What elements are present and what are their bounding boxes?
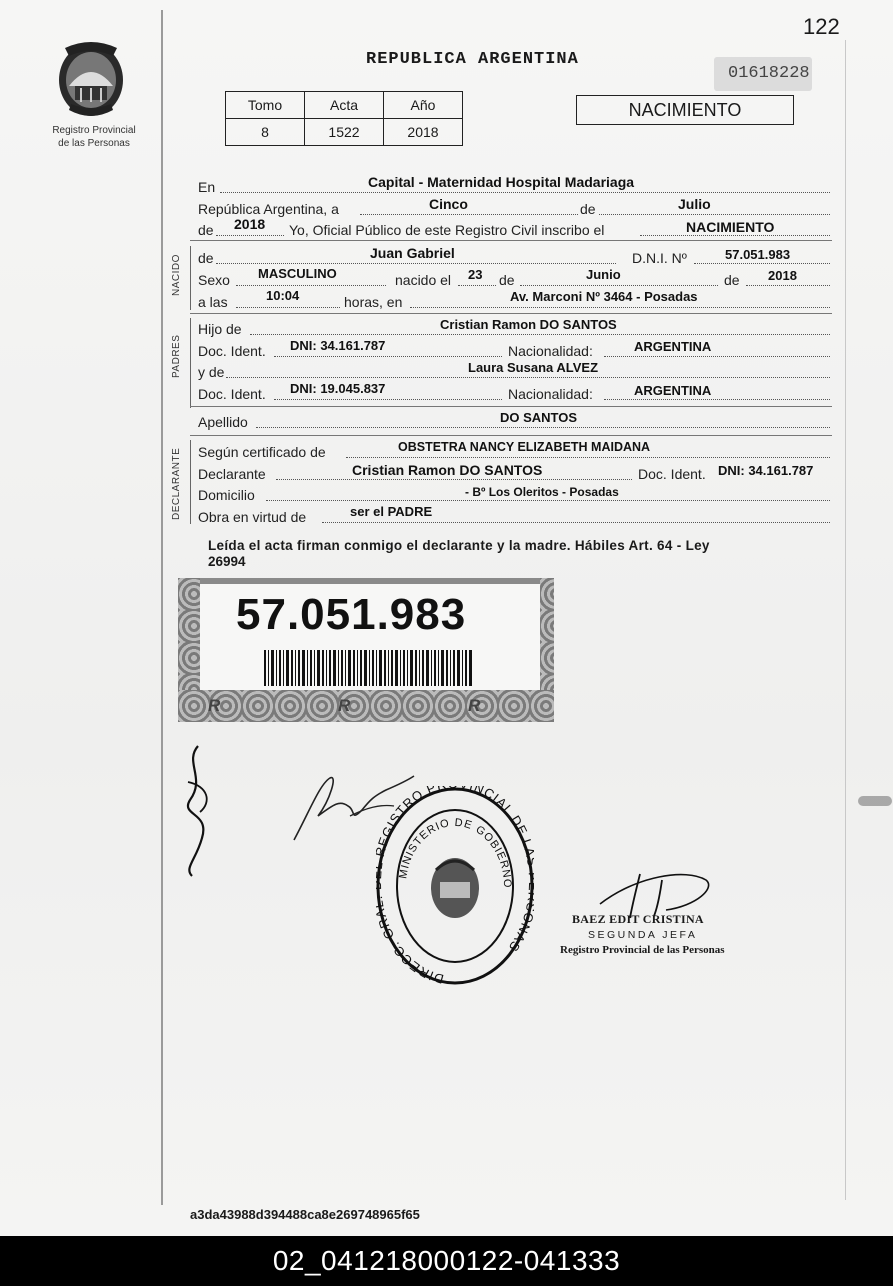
y-de-label: y de xyxy=(198,364,225,380)
sticker-pattern-right xyxy=(540,578,554,690)
sticker-letter-1: R xyxy=(208,696,221,715)
father-nat-label: Nacionalidad: xyxy=(508,343,593,359)
official-stamp-seal xyxy=(376,786,534,986)
document-title: REPUBLICA ARGENTINA xyxy=(366,50,579,69)
nacido-de3-label: de xyxy=(724,272,740,288)
ref-value-acta: 1522 xyxy=(305,119,384,146)
signatory-role: SEGUNDA JEFA xyxy=(588,929,698,941)
record-type: NACIMIENTO xyxy=(628,100,742,120)
obra-label: Obra en virtud de xyxy=(198,509,307,525)
official-stamp xyxy=(376,786,534,986)
signatory-name: BAEZ EDIT CRISTINA xyxy=(572,912,704,926)
birth-place: Av. Marconi Nº 3464 - Posadas xyxy=(510,289,698,304)
father-doc: DNI: 34.161.787 xyxy=(290,338,386,353)
hijo-de-label: Hijo de xyxy=(198,321,242,337)
birth-day: 23 xyxy=(468,267,483,282)
declarante-label: Declarante xyxy=(198,466,266,482)
logo-caption-1: Registro Provincial xyxy=(52,125,136,136)
month-value: Julio xyxy=(678,196,711,212)
inscribo-value: NACIMIENTO xyxy=(686,219,775,235)
segun-value: OBSTETRA NANCY ELIZABETH MAIDANA xyxy=(398,440,651,454)
ref-header-acta: Acta xyxy=(305,92,384,119)
margin-line-left xyxy=(161,10,163,1205)
declarante-doc: DNI: 34.161.787 xyxy=(718,463,814,478)
en-label: En xyxy=(198,179,216,195)
obra-value: ser el PADRE xyxy=(350,504,433,519)
ref-value-tomo: 8 xyxy=(226,119,305,146)
document-hash: a3da43988d394488ca8e269748965f65 xyxy=(190,1207,420,1222)
de2-label: de xyxy=(198,222,214,238)
sticker-panel xyxy=(200,584,540,690)
sticker-pattern-left xyxy=(178,578,200,690)
birth-time: 10:04 xyxy=(266,288,300,303)
domicilio-label: Domicilio xyxy=(198,487,255,503)
oficial-text: Yo, Oficial Público de este Registro Civil inscribo el xyxy=(289,222,605,238)
father-nationality: ARGENTINA xyxy=(634,339,712,354)
section-padres: PADRES xyxy=(171,334,182,378)
sticker-letter-2: R xyxy=(338,696,351,715)
legal-note-line2: 26994 xyxy=(208,554,246,569)
child-name: Juan Gabriel xyxy=(370,245,455,261)
dni-sticker xyxy=(178,578,554,722)
horas-label: horas, en xyxy=(344,294,403,310)
sexo-label: Sexo xyxy=(198,272,230,288)
dni-label: D.N.I. Nº xyxy=(632,250,687,266)
stamp-inner-text: MINISTERIO DE GOBIERNO xyxy=(397,816,514,889)
apellido-value: DO SANTOS xyxy=(500,410,578,425)
signatory-office: Registro Provincial de las Personas xyxy=(560,944,725,956)
ink-smudge xyxy=(858,796,892,806)
alas-label: a las xyxy=(198,294,228,310)
nacido-el-label: nacido el xyxy=(395,272,452,288)
margin-line-right xyxy=(845,40,846,1200)
mother-nationality: ARGENTINA xyxy=(634,383,712,398)
ref-header-anio: Año xyxy=(384,92,463,119)
mother-name: Laura Susana ALVEZ xyxy=(468,360,599,375)
mother-doc: DNI: 19.045.837 xyxy=(290,381,386,396)
birth-year: 2018 xyxy=(768,268,797,283)
ref-header-tomo: Tomo xyxy=(226,92,305,119)
nacido-de2-label: de xyxy=(499,272,515,288)
stamp-ring-text: DIRECC. GR EGISTRO P NCIAL DE NAS xyxy=(376,786,534,986)
declarante-doc-label: Doc. Ident. xyxy=(638,466,706,482)
record-type-box xyxy=(576,95,794,125)
sexo-value: MASCULINO xyxy=(258,266,337,281)
serial-number xyxy=(714,57,812,91)
segun-label: Según certificado de xyxy=(198,444,326,460)
sticker-pattern-row xyxy=(178,690,554,722)
province-logo xyxy=(55,38,127,120)
declarant-signature xyxy=(178,742,218,882)
mother-doc-label: Doc. Ident. xyxy=(198,386,266,402)
legal-note-line1: Leída el acta firman conmigo el declarante y la madre. Hábiles Art. 64 - Ley xyxy=(208,538,710,553)
apellido-label: Apellido xyxy=(198,414,248,430)
section-nacido: NACIDO xyxy=(171,254,182,296)
father-name: Cristian Ramon DO SANTOS xyxy=(440,317,617,332)
page-number: 122 xyxy=(803,14,840,39)
logo-caption-2: de las Personas xyxy=(58,138,130,149)
child-dni: 57.051.983 xyxy=(725,247,791,262)
nacido-de-label: de xyxy=(198,250,214,266)
domicilio-value: - Bº Los Oleritos - Posadas xyxy=(465,485,619,499)
sticker-letter-3: R xyxy=(468,696,481,715)
de-label: de xyxy=(580,201,596,217)
sticker-number: 57.051.983 xyxy=(236,590,467,639)
father-doc-label: Doc. Ident. xyxy=(198,343,266,359)
en-value: Capital - Maternidad Hospital Madariaga xyxy=(368,174,635,190)
declarante-name: Cristian Ramon DO SANTOS xyxy=(352,462,543,478)
sticker-barcode xyxy=(264,650,474,686)
section-declarante: DECLARANTE xyxy=(171,447,182,520)
day-value: Cinco xyxy=(429,196,468,212)
reference-table xyxy=(225,91,463,146)
republica-label: República Argentina, a xyxy=(198,201,339,217)
serial-text: 01618228 xyxy=(728,64,810,83)
ref-value-anio: 2018 xyxy=(384,119,463,146)
birth-month: Junio xyxy=(586,267,621,282)
scan-footer-code: 02_041218000122-041333 xyxy=(0,1236,893,1286)
mother-nat-label: Nacionalidad: xyxy=(508,386,593,402)
province-seal-icon xyxy=(55,38,127,120)
year-value: 2018 xyxy=(234,216,266,232)
